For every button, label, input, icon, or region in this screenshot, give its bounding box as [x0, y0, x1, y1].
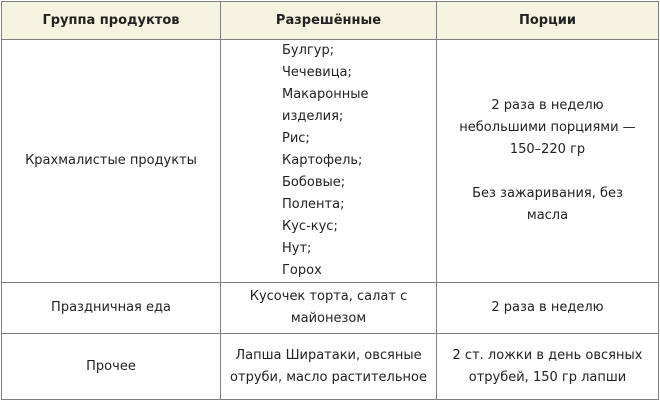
- list-item: Булгур;: [282, 43, 335, 58]
- cell-portion-festive: 2 раза в неделю: [437, 283, 659, 334]
- header-allowed: Разрешённые: [221, 2, 437, 40]
- portion-spacer: [451, 161, 644, 183]
- portion-text-starchy: 2 раза в неделю небольшими порциями — 150–220 гр: [459, 98, 636, 157]
- portion-note-starchy: Без зажаривания, без масла: [472, 186, 623, 223]
- cell-group-other: Прочее: [2, 334, 221, 400]
- cell-allowed-festive: Кусочек торта, салат с майонезом: [221, 283, 437, 334]
- list-item: Бобовые;: [282, 175, 346, 190]
- cell-group-festive: Праздничная еда: [2, 283, 221, 334]
- list-item: Чечевица;: [282, 65, 352, 80]
- header-row: [2, 2, 659, 40]
- table-row-starchy: [2, 40, 659, 283]
- table-row-festive: [2, 283, 659, 334]
- products-table: [1, 1, 659, 400]
- list-item: Полента;: [282, 197, 345, 212]
- cell-portion-other: 2 ст. ложки в день овсяных отрубей, 150 гр лапши: [437, 334, 659, 400]
- allowed-list-starchy: [282, 40, 430, 282]
- list-item: Картофель;: [282, 153, 363, 168]
- list-item: Рис;: [282, 131, 310, 146]
- list-item: изделия;: [282, 109, 344, 124]
- header-group: Группа продуктов: [2, 2, 221, 40]
- cell-allowed-starchy: [221, 40, 437, 283]
- list-item: Горох: [282, 263, 322, 278]
- header-portion: Порции: [437, 2, 659, 40]
- list-item: Кус-кус;: [282, 219, 338, 234]
- list-item: Нут;: [282, 241, 312, 256]
- cell-portion-starchy: [437, 40, 659, 283]
- list-item: Макаронные: [282, 87, 369, 102]
- cell-allowed-other: Лапша Ширатаки, овсяные отруби, масло растительное: [221, 334, 437, 400]
- cell-group-starchy: Крахмалистые продукты: [2, 40, 221, 283]
- table-row-other: [2, 334, 659, 400]
